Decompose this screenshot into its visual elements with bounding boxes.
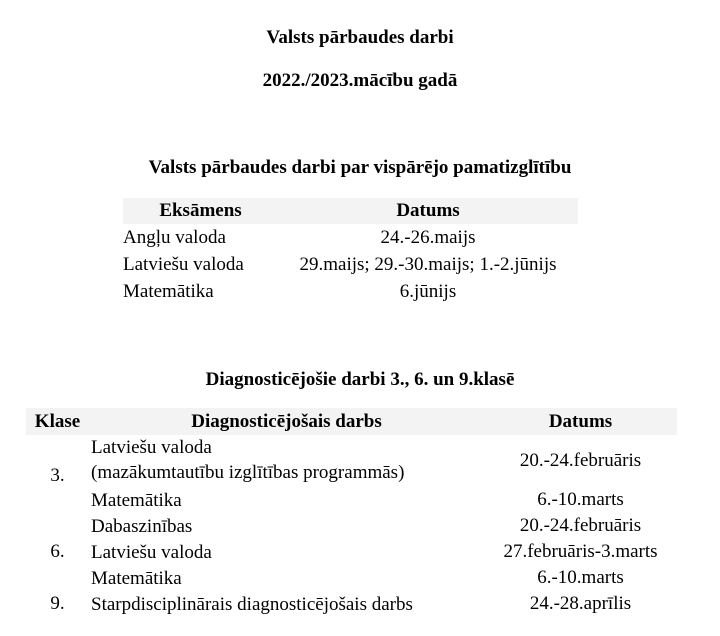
diagnostic-table-header-row <box>26 408 677 435</box>
class-number: 6. <box>50 541 65 562</box>
diagnostic-work: Matemātika <box>91 567 182 589</box>
column-header-date: Datums <box>396 200 460 221</box>
exam-name: Matemātika <box>123 280 214 302</box>
work-date: 20.-24.februāris <box>519 450 642 471</box>
column-header-exam: Eksāmens <box>159 200 242 221</box>
column-header-work: Diagnosticējošais darbs <box>191 411 382 432</box>
table-row <box>26 435 677 487</box>
table-row <box>26 591 677 617</box>
exam-date: 24.-26.maijs <box>380 226 476 248</box>
table-row <box>123 224 578 251</box>
class-number <box>26 513 89 539</box>
work-note: (mazākumtautību izglītības programmās) <box>91 462 405 483</box>
table-row <box>26 487 677 513</box>
column-header-date: Datums <box>548 410 613 432</box>
exam-name: Latviešu valoda <box>123 253 244 275</box>
diagnostic-work: Dabaszinības <box>91 515 193 537</box>
diagnostic-work: Latviešu valoda <box>91 541 212 563</box>
exam-date: 29.maijs; 29.-30.maijs; 1.-2.jūnijs <box>299 253 557 275</box>
class-number: 3. <box>50 465 65 486</box>
diagnostic-table <box>26 408 677 617</box>
exams-table-header-row <box>123 198 578 224</box>
exams-table <box>123 198 578 305</box>
diagnostic-section-title: Diagnosticējošie darbi 3., 6. un 9.klasē <box>205 369 515 390</box>
exam-date: 6.jūnijs <box>399 280 457 302</box>
work-name: Latviešu valoda <box>91 437 212 458</box>
work-date: 24.-28.aprīlis <box>529 593 632 614</box>
class-number <box>26 487 89 513</box>
work-date: 6.-10.marts <box>537 489 624 510</box>
exam-name: Angļu valoda <box>123 226 226 248</box>
work-date: 6.-10.marts <box>537 567 624 588</box>
table-row <box>123 278 578 305</box>
table-row <box>123 251 578 278</box>
exams-section-title: Valsts pārbaudes darbi par vispārējo pamatizglītību <box>148 157 572 178</box>
class-number: 9. <box>50 593 65 614</box>
school-year-subtitle: 2022./2023.mācību gadā <box>262 70 458 91</box>
diagnostic-work: Starpdisciplinārais diagnosticējošais darbs <box>91 593 413 615</box>
work-date: 20.-24.februāris <box>519 515 642 536</box>
table-row <box>26 565 677 591</box>
table-row <box>26 539 677 565</box>
diagnostic-work <box>89 435 484 487</box>
document-title: Valsts pārbaudes darbi <box>266 27 454 48</box>
diagnostic-work: Matemātika <box>91 489 182 511</box>
column-header-class: Klase <box>34 410 81 432</box>
class-number <box>26 565 89 591</box>
work-date: 27.februāris-3.marts <box>503 541 658 562</box>
table-row <box>26 513 677 539</box>
